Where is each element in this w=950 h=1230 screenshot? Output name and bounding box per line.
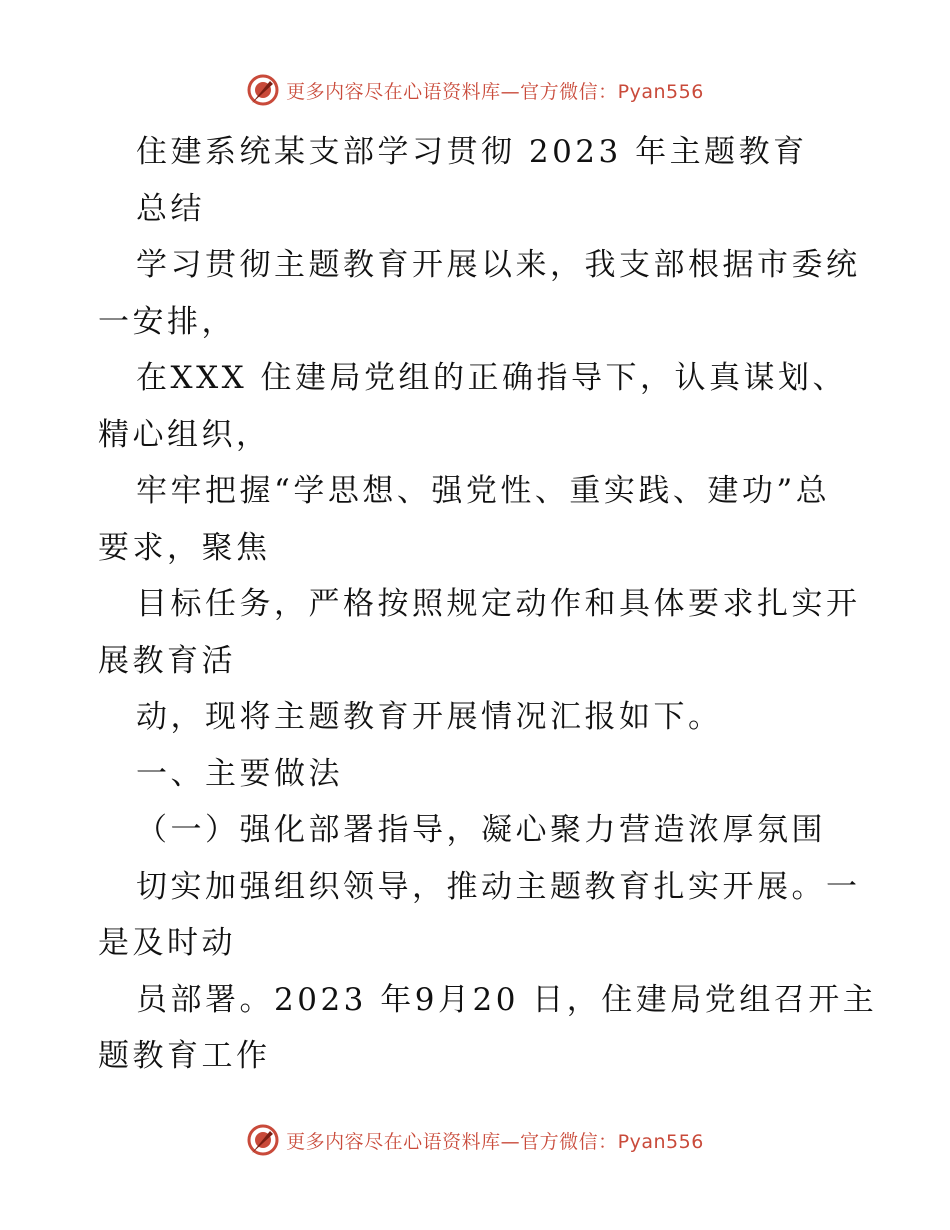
header-watermark: [0, 70, 950, 110]
document-line: 目标任务，严格按照规定动作和具体要求扎实开: [136, 586, 861, 622]
document-line: 是及时动: [98, 925, 236, 961]
document-body: [98, 124, 878, 1085]
quill-logo-icon: [246, 1123, 280, 1157]
document-line: 住建系统某支部学习贯彻 2023 年主题教育: [136, 134, 808, 170]
footer-watermark: [0, 1120, 950, 1160]
document-line: （一）强化部署指导，凝心聚力营造浓厚氛围: [136, 812, 826, 848]
document-line: 切实加强组织领导，推动主题教育扎实开展。一: [136, 868, 861, 905]
quill-logo-icon: [246, 73, 280, 107]
document-line: 展教育活: [98, 642, 236, 679]
document-line: 动，现将主题教育开展情况汇报如下。: [136, 699, 723, 735]
document-line: 一安排，: [98, 303, 236, 340]
document-line: 在XXX 住建局党组的正确指导下，认真谋划、: [136, 360, 848, 396]
document-line: 要求，聚焦: [98, 529, 271, 566]
footer-watermark-text: 更多内容尽在心语资料库—官方微信：Pyan556: [286, 1130, 704, 1153]
document-line: 精心组织，: [98, 416, 271, 453]
document-line: 学习贯彻主题教育开展以来，我支部根据市委统: [136, 247, 861, 283]
document-line: 牢牢把握“学思想、强党性、重实践、建功”总: [136, 473, 831, 509]
header-watermark-text: 更多内容尽在心语资料库—官方微信：Pyan556: [286, 80, 704, 103]
document-line: 题教育工作: [98, 1038, 271, 1074]
document-line: 一、主要做法: [136, 755, 343, 792]
document-line: 员部署。2023 年9月20 日，住建局党组召开主: [136, 981, 878, 1018]
document-line: 总结: [136, 190, 205, 227]
